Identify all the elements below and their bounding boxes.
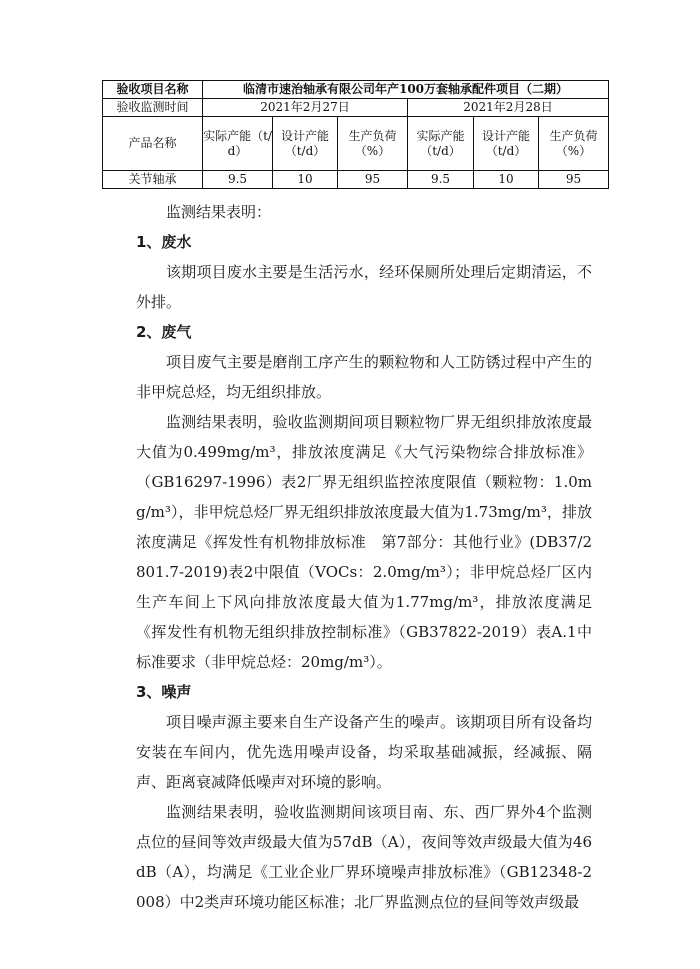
cell-load-1: 95 [338,171,408,189]
section-3-para-1: 项目噪声源主要来自生产设备产生的噪声。该期项目所有设备均安装在车间内，优先选用噪声设备，均采取基础减振，经减振、隔声、距离衰减降低噪声对环境的影响。 [136,713,592,791]
cell-product: 关节轴承 [103,171,203,189]
monitor-date-2: 2021年2月28日 [408,99,609,117]
section-2-para-2: 监测结果表明，验收监测期间项目颗粒物厂界无组织排放浓度最大值为0.499mg/m³，排放浓度满足《大气污染物综合排放标准》（GB16297-1996）表2厂界无组织监控浓度限值（颗粒物：1.0mg/m³），非甲烷总烃厂界无组织排放浓度最大值为1.73mg/m³，排放浓度满足《挥发性有机物排放标准 第7部分：其他行业》(DB37/2801.7-2019)表2中限值（VOCs：2.0mg/m³）；非甲烷总烃厂区内生产车间上下风向排放浓度最大值为1.77mg/m³，排放浓度满足《挥发性有机物无组织排放控制标准》（GB37822-2019）表A.1中标准要求（非甲烷总烃：20mg/m³）。 [136,413,592,671]
header-load-2: 生产负荷（%） [539,117,609,171]
cell-actual-2: 9.5 [408,171,474,189]
header-design-1: 设计产能（t/d） [273,117,338,171]
capacity-table [102,80,609,189]
project-name-value: 临清市速治轴承有限公司年产100万套轴承配件项目（二期） [203,81,609,99]
header-actual-2: 实际产能（t/d） [408,117,474,171]
section-2-para-1: 项目废气主要是磨削工序产生的颗粒物和人工防锈过程中产生的非甲烷总烃，均无组织排放。 [136,353,592,401]
cell-load-2: 95 [539,171,609,189]
intro-text: 监测结果表明： [166,203,272,221]
table-header-row [103,117,609,171]
header-design-2: 设计产能（t/d） [474,117,539,171]
section-3-title: 3、噪声 [136,683,192,701]
body-text [136,197,592,917]
header-actual-1: 实际产能（t/d） [203,117,273,171]
section-1-title: 1、废水 [136,233,192,251]
section-1-para-1: 该期项目废水主要是生活污水，经环保厕所处理后定期清运，不外排。 [136,263,592,311]
table-row [103,171,609,189]
section-3-para-2: 监测结果表明，验收监测期间该项目南、东、西厂界外4个监测点位的昼间等效声级最大值为57dB（A），夜间等效声级最大值为46dB（A），均满足《工业企业厂界环境噪声排放标准》（GB12348-2008）中2类声环境功能区标准；北厂界监测点位的昼间等效声级最 [136,803,592,911]
cell-design-2: 10 [474,171,539,189]
header-product: 产品名称 [103,117,203,171]
monitor-date-1: 2021年2月27日 [203,99,408,117]
header-load-1: 生产负荷（%） [338,117,408,171]
monitor-time-label: 验收监测时间 [103,99,203,117]
project-name-label: 验收项目名称 [103,81,203,99]
section-2-title: 2、废气 [136,323,192,341]
cell-actual-1: 9.5 [203,171,273,189]
table-row [103,81,609,99]
cell-design-1: 10 [273,171,338,189]
table-row [103,99,609,117]
